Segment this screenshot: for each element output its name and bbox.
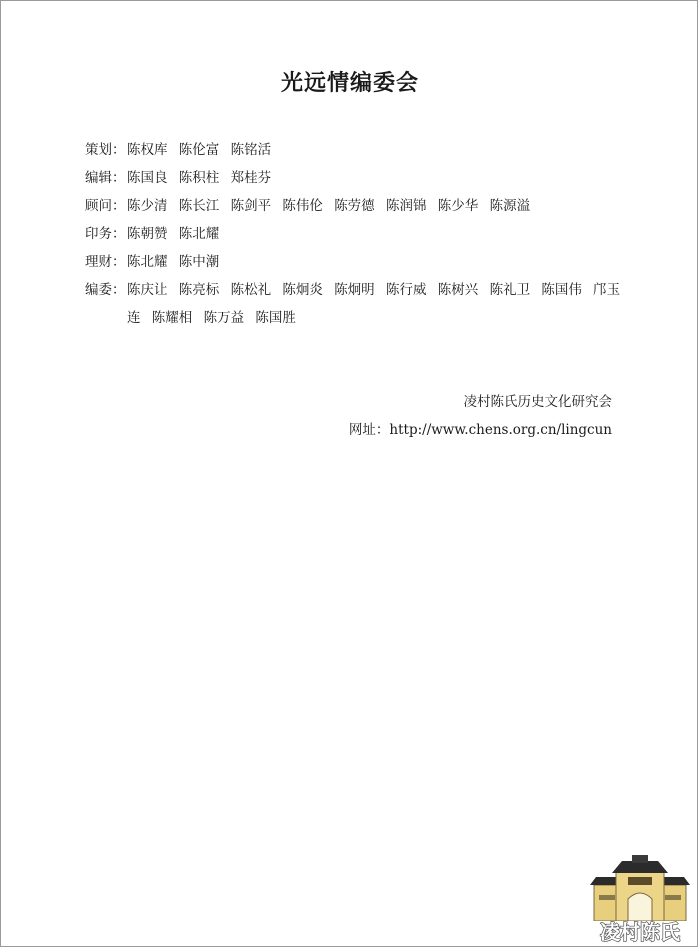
person-name: 陈庆让 [127, 282, 168, 298]
person-name: 陈积柱 [178, 170, 220, 186]
credit-row-advisors [85, 192, 625, 220]
credit-role: 理财： [85, 254, 126, 270]
person-name: 陈源溢 [489, 198, 531, 214]
person-name: 郑桂芬 [230, 170, 272, 186]
lingcun-gate-logo [588, 855, 692, 943]
logo-text: 凌村陈氏 [600, 920, 680, 943]
person-name: 陈朝赞 [127, 226, 168, 242]
organization-name: 凌村陈氏历史文化研究会 [463, 394, 612, 410]
person-name: 陈礼卫 [489, 282, 531, 298]
person-name: 陈亮标 [178, 282, 220, 298]
person-name: 陈长江 [178, 198, 220, 214]
publisher-block [349, 388, 612, 444]
credit-row-finance [85, 248, 625, 276]
credit-role: 编委： [85, 282, 126, 298]
person-name: 陈北耀 [178, 226, 220, 242]
person-name: 陈松礼 [230, 282, 272, 298]
person-name: 陈中潮 [178, 254, 220, 270]
credit-row-planning [85, 136, 625, 164]
person-name: 陈国良 [127, 170, 168, 186]
person-name: 陈润锦 [385, 198, 427, 214]
person-name: 陈万益 [203, 310, 245, 326]
credit-names [127, 276, 625, 332]
credit-names [127, 192, 625, 220]
credit-names [127, 220, 625, 248]
credit-row-printing [85, 220, 625, 248]
person-name: 陈劳德 [334, 198, 375, 214]
credit-role: 顾问： [85, 198, 126, 214]
credit-row-editing [85, 164, 625, 192]
credit-role: 印务： [85, 226, 126, 242]
person-name: 陈伦富 [178, 142, 220, 158]
person-name: 陈国伟 [541, 282, 582, 298]
person-name: 陈权库 [127, 142, 168, 158]
person-name: 陈北耀 [127, 254, 168, 270]
credit-row-committee [85, 276, 625, 332]
person-name: 陈国胜 [255, 310, 296, 326]
page-title: 光远情编委会 [280, 70, 419, 96]
person-name: 陈炯炎 [282, 282, 323, 298]
credit-role: 策划： [85, 142, 126, 158]
person-name: 邝玉连 [127, 282, 621, 326]
person-name: 陈剑平 [230, 198, 272, 214]
credits-list [85, 136, 625, 332]
person-name: 陈树兴 [437, 282, 479, 298]
person-name: 陈铭活 [230, 142, 272, 158]
person-name: 陈少清 [127, 198, 168, 214]
person-name: 陈耀相 [151, 310, 193, 326]
credit-role: 编辑： [85, 170, 126, 186]
person-name: 陈伟伦 [282, 198, 323, 214]
person-name: 陈炯明 [334, 282, 375, 298]
website-link[interactable]: 网址：http://www.chens.org.cn/lingcun [348, 422, 612, 438]
credit-names [127, 164, 625, 192]
credit-names [127, 136, 625, 164]
credit-names [127, 248, 625, 276]
person-name: 陈少华 [437, 198, 479, 214]
person-name: 陈行威 [385, 282, 427, 298]
